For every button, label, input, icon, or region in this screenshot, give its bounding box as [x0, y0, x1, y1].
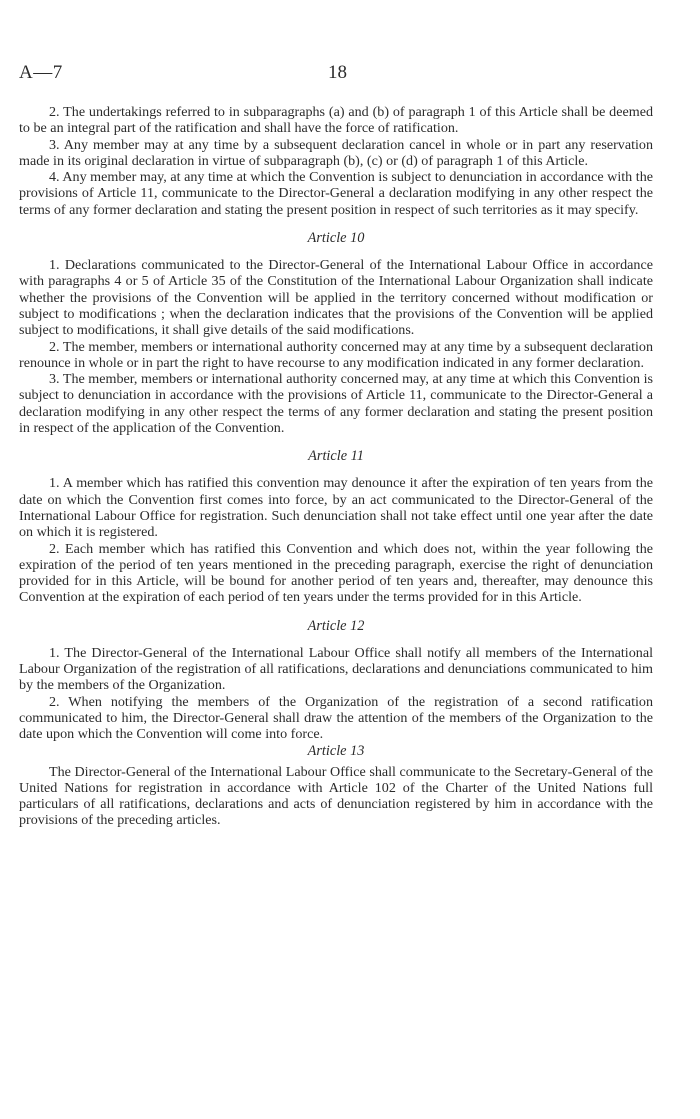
article9-paragraph-4: 4. Any member may, at any time at which the Convention is subject to denunciation in accordance with the provisions of Article 11, communicate to the Director-General a declaration modifying in any other respect the terms of any former declaration and stating the present position in respect of such territories as it may specify.: [19, 169, 653, 218]
article10-paragraph-2: 2. The member, members or international authority concerned may at any time by a subsequent declaration renounce in whole or in part the right to have recourse to any modification indicated in any former declaration.: [19, 338, 653, 371]
article9-paragraph-2: 2. The undertakings referred to in subparagraphs (a) and (b) of paragraph 1 of this Article shall be deemed to be an integral part of the ratification and shall have the force of ratification.: [19, 104, 653, 137]
article11-paragraph-2: 2. Each member which has ratified this Convention and which does not, within the year following the expiration of the period of ten years mentioned in the preceding paragraph, exercise the right of denunciation provided for in this Article, will be bound for another period of ten years and, thereafter, may denounce this Convention at the expiration of each period of ten years under the terms provided for in this Article.: [19, 540, 653, 606]
article13-paragraph-1: The Director-General of the International Labour Office shall communicate to the Secretary-General of the United Nations for registration in accordance with Article 102 of the Charter of the United Nations full particulars of all ratifications, declarations and acts of denunciation registered by him in accordance with the provisions of the preceding articles.: [19, 763, 653, 829]
article12-paragraph-1: 1. The Director-General of the International Labour Office shall notify all members of the International Labour Organization of the registration of all ratifications, declarations and denunciations communicated to him by the members of the Organization.: [19, 644, 653, 694]
article12-heading: Article 12: [307, 617, 365, 634]
article10-paragraph-3: 3. The member, members or international authority concerned may, at any time at which this Convention is subject to denunciation in accordance with the provisions of Article 11, communicate to the Director-General a declaration modifying in any other respect the terms of any former declaration and stating the present position in respect of the application of the Convention.: [19, 371, 653, 437]
article10-paragraph-1: 1. Declarations communicated to the Director-General of the International Labour Office in accordance with paragraphs 4 or 5 of Article 35 of the Constitution of the International Labour Organization shall indicate whether the provisions of the Convention will be applied in the territory concerned without modification or subject to modifications ; when the declaration indicates that the provisions of the Convention will be applied subject to modifications, it shall give details of the said modifications.: [19, 257, 653, 339]
page-number: 18: [328, 62, 347, 83]
article12-paragraph-2: 2. When notifying the members of the Organization of the registration of a second ratification communicated to him, the Director-General shall draw the attention of the members of the Organization to the date upon which the Convention will come into force.: [19, 693, 653, 743]
series-label: A—7: [19, 62, 63, 83]
article9-paragraph-3: 3. Any member may at any time by a subsequent declaration cancel in whole or in part any reservation made in its original declaration in virtue of subparagraph (b), (c) or (d) of paragraph 1 of this Article.: [19, 136, 653, 169]
article13-heading: Article 13: [307, 742, 365, 759]
article11-heading: Article 11: [308, 448, 364, 465]
article10-heading: Article 10: [307, 230, 365, 247]
document-body: [19, 104, 653, 829]
article11-paragraph-1: 1. A member which has ratified this convention may denounce it after the expiration of ten years from the date on which the Convention first comes into force, by an act communicated to the Director-General of the International Labour Office for registration. Such denunciation shall not take effect until one year after the date on which it is registered.: [19, 475, 653, 541]
